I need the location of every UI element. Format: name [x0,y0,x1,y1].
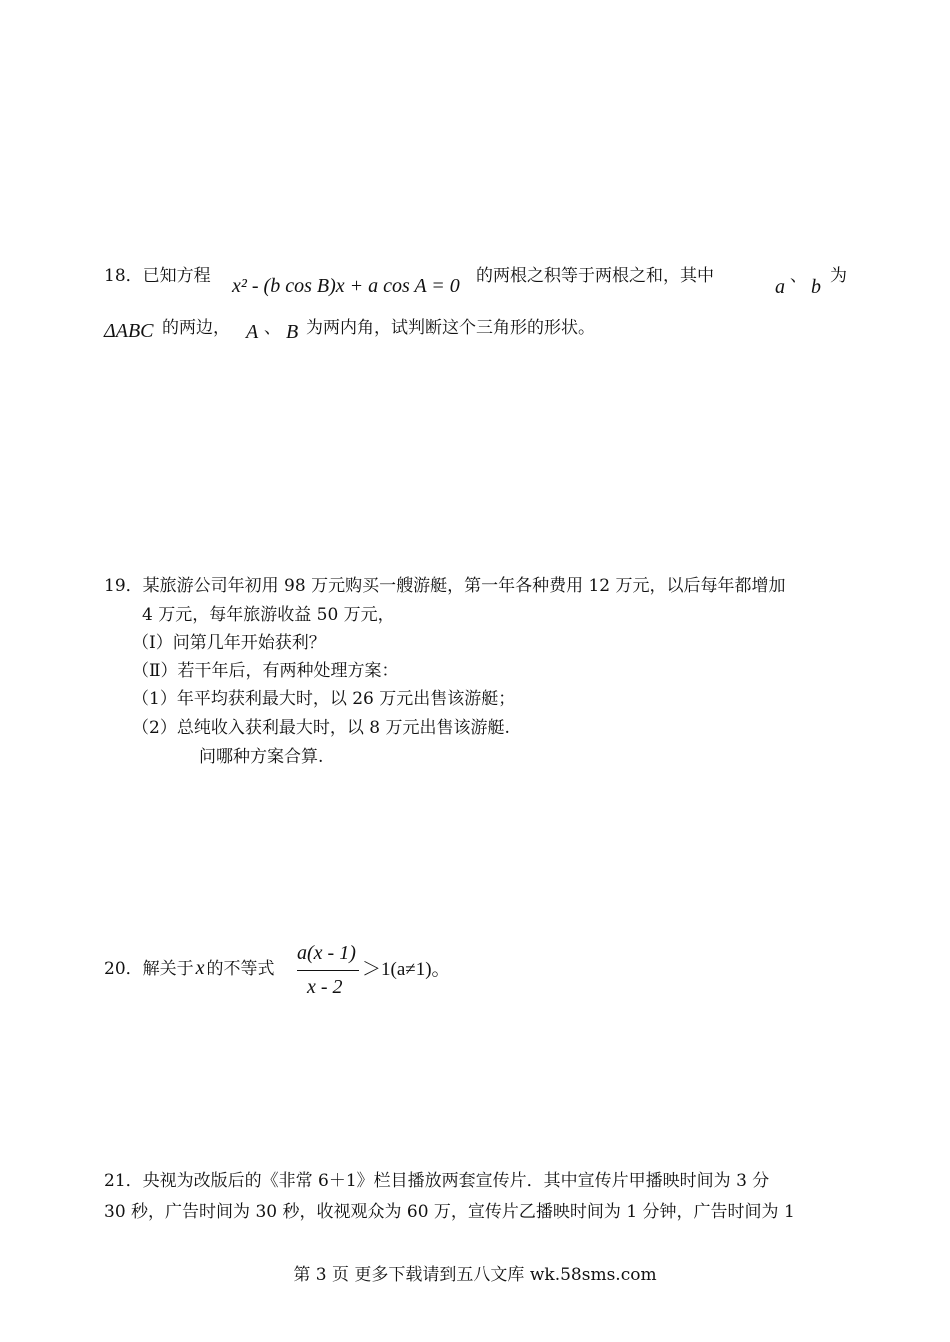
q18-var-a: a [775,276,785,298]
q18-var-A: A [246,321,259,343]
q18-text2: 的两根之积等于两根之和，其中 [476,266,714,286]
q20-text2: 的不等式 [206,959,275,979]
q19-part2: （Ⅱ）若干年后，有两种处理方案： [132,661,399,681]
q21-line1: 21．央视为改版后的《非常 6＋1》栏目播放两套宣传片．其中宣传片甲播映时间为 3 分 [104,1171,770,1191]
q18-text5: 为两内角，试判断这个三角形的形状。 [306,318,595,338]
q18-triangle: ΔABC [104,320,154,342]
q20-rhs: ＞1(a≠1)。 [362,959,451,980]
q18-var-B: B [286,321,299,343]
q18-sep2: 、 [264,318,281,338]
q19-part1: （Ⅰ）问第几年开始获利？ [132,633,326,653]
q20-text1: 解关于 [142,959,194,979]
q20-numerator: a(x - 1) [297,942,356,964]
q18-line1 [104,264,211,288]
q19-line1: 19．某旅游公司年初用 98 万元购买一艘游艇，第一年各种费用 12 万元，以后每年都增加 [104,576,786,596]
q18-equation: x² - (b cos B)x + a cos A = 0 [232,275,460,297]
q18-text4: 的两边， [162,318,230,338]
q21-line2: 30 秒，广告时间为 30 秒，收视观众为 60 万，宣传片乙播映时间为 1 分钟，广告时间为 1 [104,1202,795,1222]
q19-option2: （2）总纯收入获利最大时，以 8 万元出售该游艇. [132,718,510,738]
q18-var-b: b [811,276,821,298]
q19-line2: 4 万元，每年旅游收益 50 万元， [142,605,395,625]
q18-text3: 为 [830,266,847,286]
q19-option1: （1）年平均获利最大时，以 26 万元出售该游艇； [132,689,516,709]
q20-var-x: x [195,957,205,979]
q18-text1: 已知方程 [142,266,211,286]
q18-sep1: 、 [790,266,807,286]
q20-number: 20． [104,959,143,979]
q20-fraction [297,942,361,1004]
q19-question: 问哪种方案合算. [199,747,324,767]
q20-text [104,956,275,981]
page-footer: 第 3 页 更多下载请到五八文库 wk.58sms.com [293,1265,657,1285]
q20-denominator: x - 2 [307,976,343,998]
q18-number: 18． [104,266,143,286]
q20-fraction-bar [297,970,359,971]
